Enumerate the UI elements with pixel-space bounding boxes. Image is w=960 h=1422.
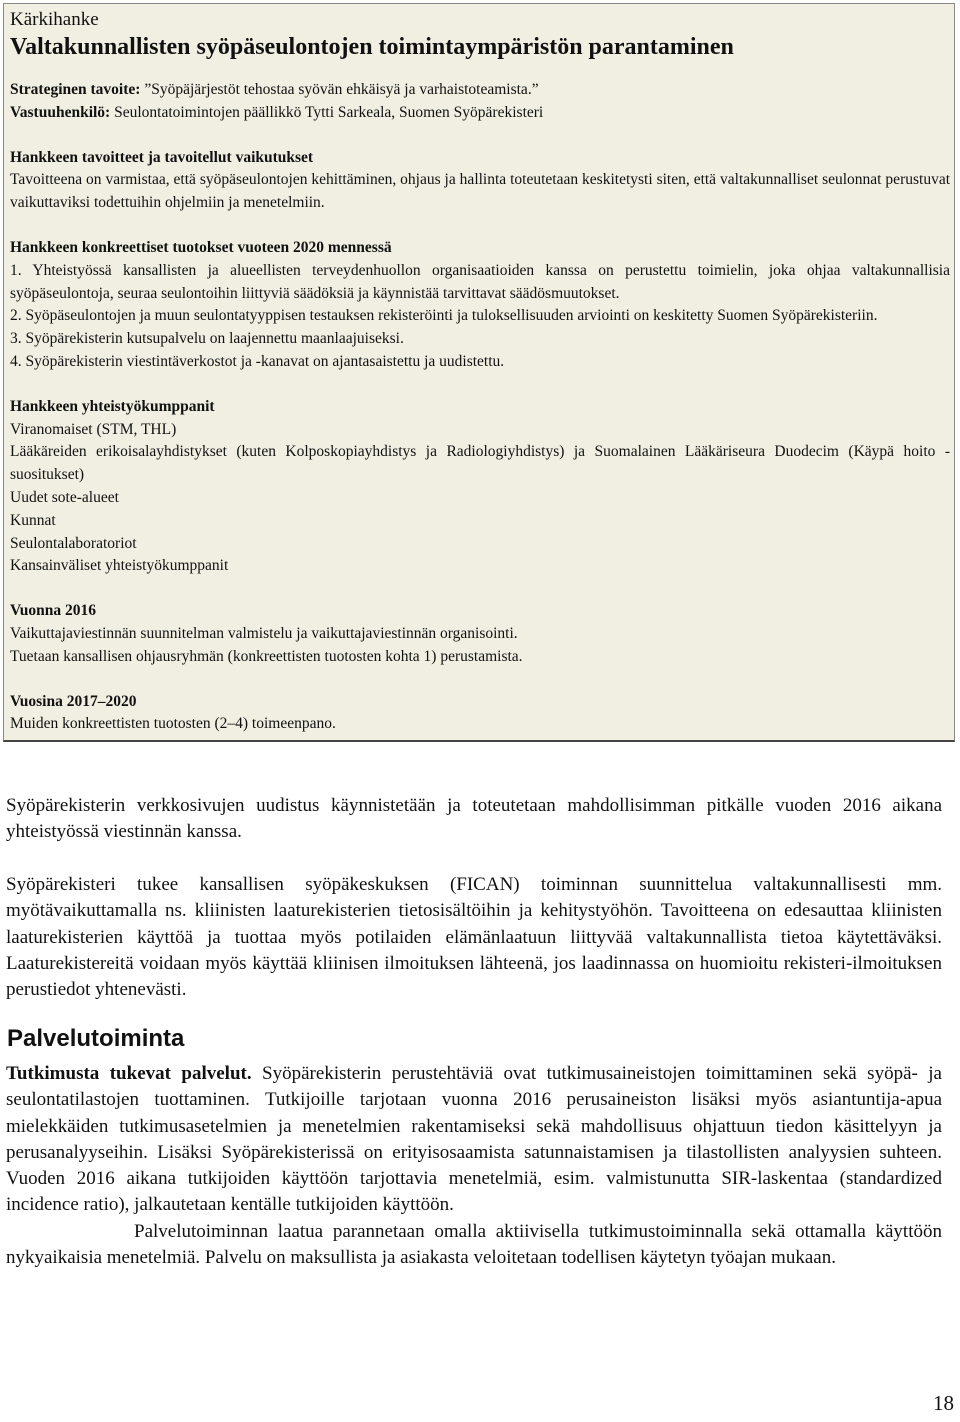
paragraph-quality: Palvelutoiminnan laatua parannetaan omalla aktiivisella tutkimustoiminnalla sekä ottamalla käyttöön nykyaikaisia menetelmiä. Palvelu on maksullista ja asiakasta veloitetaan todellisen käytetyn työajan mukaan. (6, 1220, 942, 1269)
responsible-person (10, 102, 950, 125)
partner-item: Kansainväliset yhteistyökumppanit (10, 557, 229, 575)
paragraph-fican (6, 872, 942, 1003)
paragraph-website (6, 793, 942, 846)
paragraph-services (6, 1061, 942, 1271)
years-heading: Vuosina 2017–2020 (10, 692, 137, 710)
output-item: 4. Syöpärekisterin viestintäverkostot ja -kanavat on ajantasaistettu ja uudistettu. (10, 352, 505, 370)
box-title: Valtakunnallisten syöpäseulontojen toimintaympäristön parantaminen (10, 34, 734, 60)
year2016-line: Vaikuttajaviestinnän suunnitelman valmistelu ja vaikuttajaviestinnän organisointi. (10, 624, 518, 642)
strategic-text: ”Syöpäjärjestöt tehostaa syövän ehkäisyä ja varhaistoteamista.” (144, 81, 539, 98)
partner-item: Kunnat (10, 511, 56, 529)
partner-item: Seulontalaboratoriot (10, 534, 137, 552)
box-label: Kärkihanke (10, 9, 99, 30)
responsible-text: Seulontatoimintojen päällikkö Tytti Sarkeala, Suomen Syöpärekisteri (114, 103, 544, 121)
paragraph-website-text: Syöpärekisterin verkkosivujen uudistus käynnistetään ja toteutetaan mahdollisimman pitkälle vuoden 2016 aikana yhteistyössä viestinnän kanssa. (6, 795, 942, 843)
partner-item: Lääkäreiden erikoisalayhdistykset (kuten Kolposkopiayhdistys ja Radiologiyhdistys) ja Suomalainen Lääkäriseura Duodecim (Käypä hoito -suositukset) (10, 443, 950, 484)
goals-text: Tavoitteena on varmistaa, että syöpäseulontojen kehittäminen, ohjaus ja hallinta toteutetaan keskitetysti siten, että valtakunnalliset seulonnat perustuvat vaikuttaviksi todettuihin ohjelmiin ja menetelmiin. (10, 171, 950, 212)
output-item: 2. Syöpäseulontojen ja muun seulontatyyppisen testauksen rekisteröinti ja tuloksellisuuden arviointi on keskitetty Suomen Syöpärekisteriin. (10, 307, 878, 325)
partner-item: Viranomaiset (STM, THL) (10, 420, 177, 438)
year2016-line: Tuetaan kansallisen ohjausryhmän (konkreettisten tuotosten kohta 1) perustamista. (10, 647, 523, 665)
paragraph-fican-text: Syöpärekisteri tukee kansallisen syöpäkeskuksen (FICAN) toiminnan suunnittelua valtakunnallisesti mm. myötävaikuttamalla ns. kliinisten laaturekisterien tietosisältöihin ja kehitystyöhön. Tavoitteena on edesauttaa kliinisten laaturekisterien käyttöä ja tuottaa myös potilaiden elämänlaatuun liittyvää valtakunnallista tietoa käytettäväksi. Laaturekistereitä voidaan myös käyttää kliinisen ilmoituksen lähteenä, jos laadinnassa on huomioitu rekisteri-ilmoituksen perustiedot yhtenevästi. (6, 874, 942, 1001)
years-text: Muiden konkreettisten tuotosten (2–4) toimeenpano. (10, 715, 336, 733)
goals-heading: Hankkeen tavoitteet ja tavoitellut vaikutukset (10, 148, 314, 166)
section-heading: Palvelutoiminta (7, 1025, 185, 1052)
strategic-label: Strateginen tavoite: (10, 81, 141, 98)
partner-item: Uudet sote-alueet (10, 488, 119, 506)
page-number: 18 (933, 1391, 954, 1415)
strategic-goal (10, 79, 950, 102)
project-box (3, 3, 955, 742)
partners-heading: Hankkeen yhteistyökumppanit (10, 397, 215, 415)
responsible-label: Vastuuhenkilö: (10, 103, 111, 121)
services-text: Syöpärekisterin perustehtäviä ovat tutkimusaineistojen toimittaminen sekä syöpä- ja seulontatilastojen tuottaminen. Tutkijoille tarjotaan vuonna 2016 perusaineiston lisäksi myös asiantuntija-apua mielekkäiden tutkimusasetelmien ja menetelmien rakentamiseksi sekä mahdollisuus ohjattuun tiedon käsittelyyn ja perusanalyyseihin. Lisäksi Syöpärekisterissä on erityisosaamista satunnaistamisen ja tilastollisten analyysien suhteen. Vuoden 2016 aikana tutkijoiden käyttöön tarjottavia menetelmiä, esim. valmistunutta SIR-laskentaa (standardized incidence ratio), jalkautetaan kentälle tutkijoiden käyttöön. (6, 1063, 942, 1216)
year2016-heading: Vuonna 2016 (10, 602, 97, 620)
output-item: 1. Yhteistyössä kansallisten ja alueellisten terveydenhuollon organisaatioiden kanssa on perustettu toimielin, joka ohjaa valtakunnallisia syöpäseulontoja, seuraa seulontoihin liittyviä säädöksiä ja käynnistää tarvittavat säädösmuutokset. (10, 261, 950, 302)
services-lead: Tutkimusta tukevat palvelut. (6, 1063, 252, 1084)
output-item: 3. Syöpärekisterin kutsupalvelu on laajennettu maanlaajuiseksi. (10, 330, 404, 348)
outputs-heading: Hankkeen konkreettiset tuotokset vuoteen 2020 mennessä (10, 238, 392, 256)
